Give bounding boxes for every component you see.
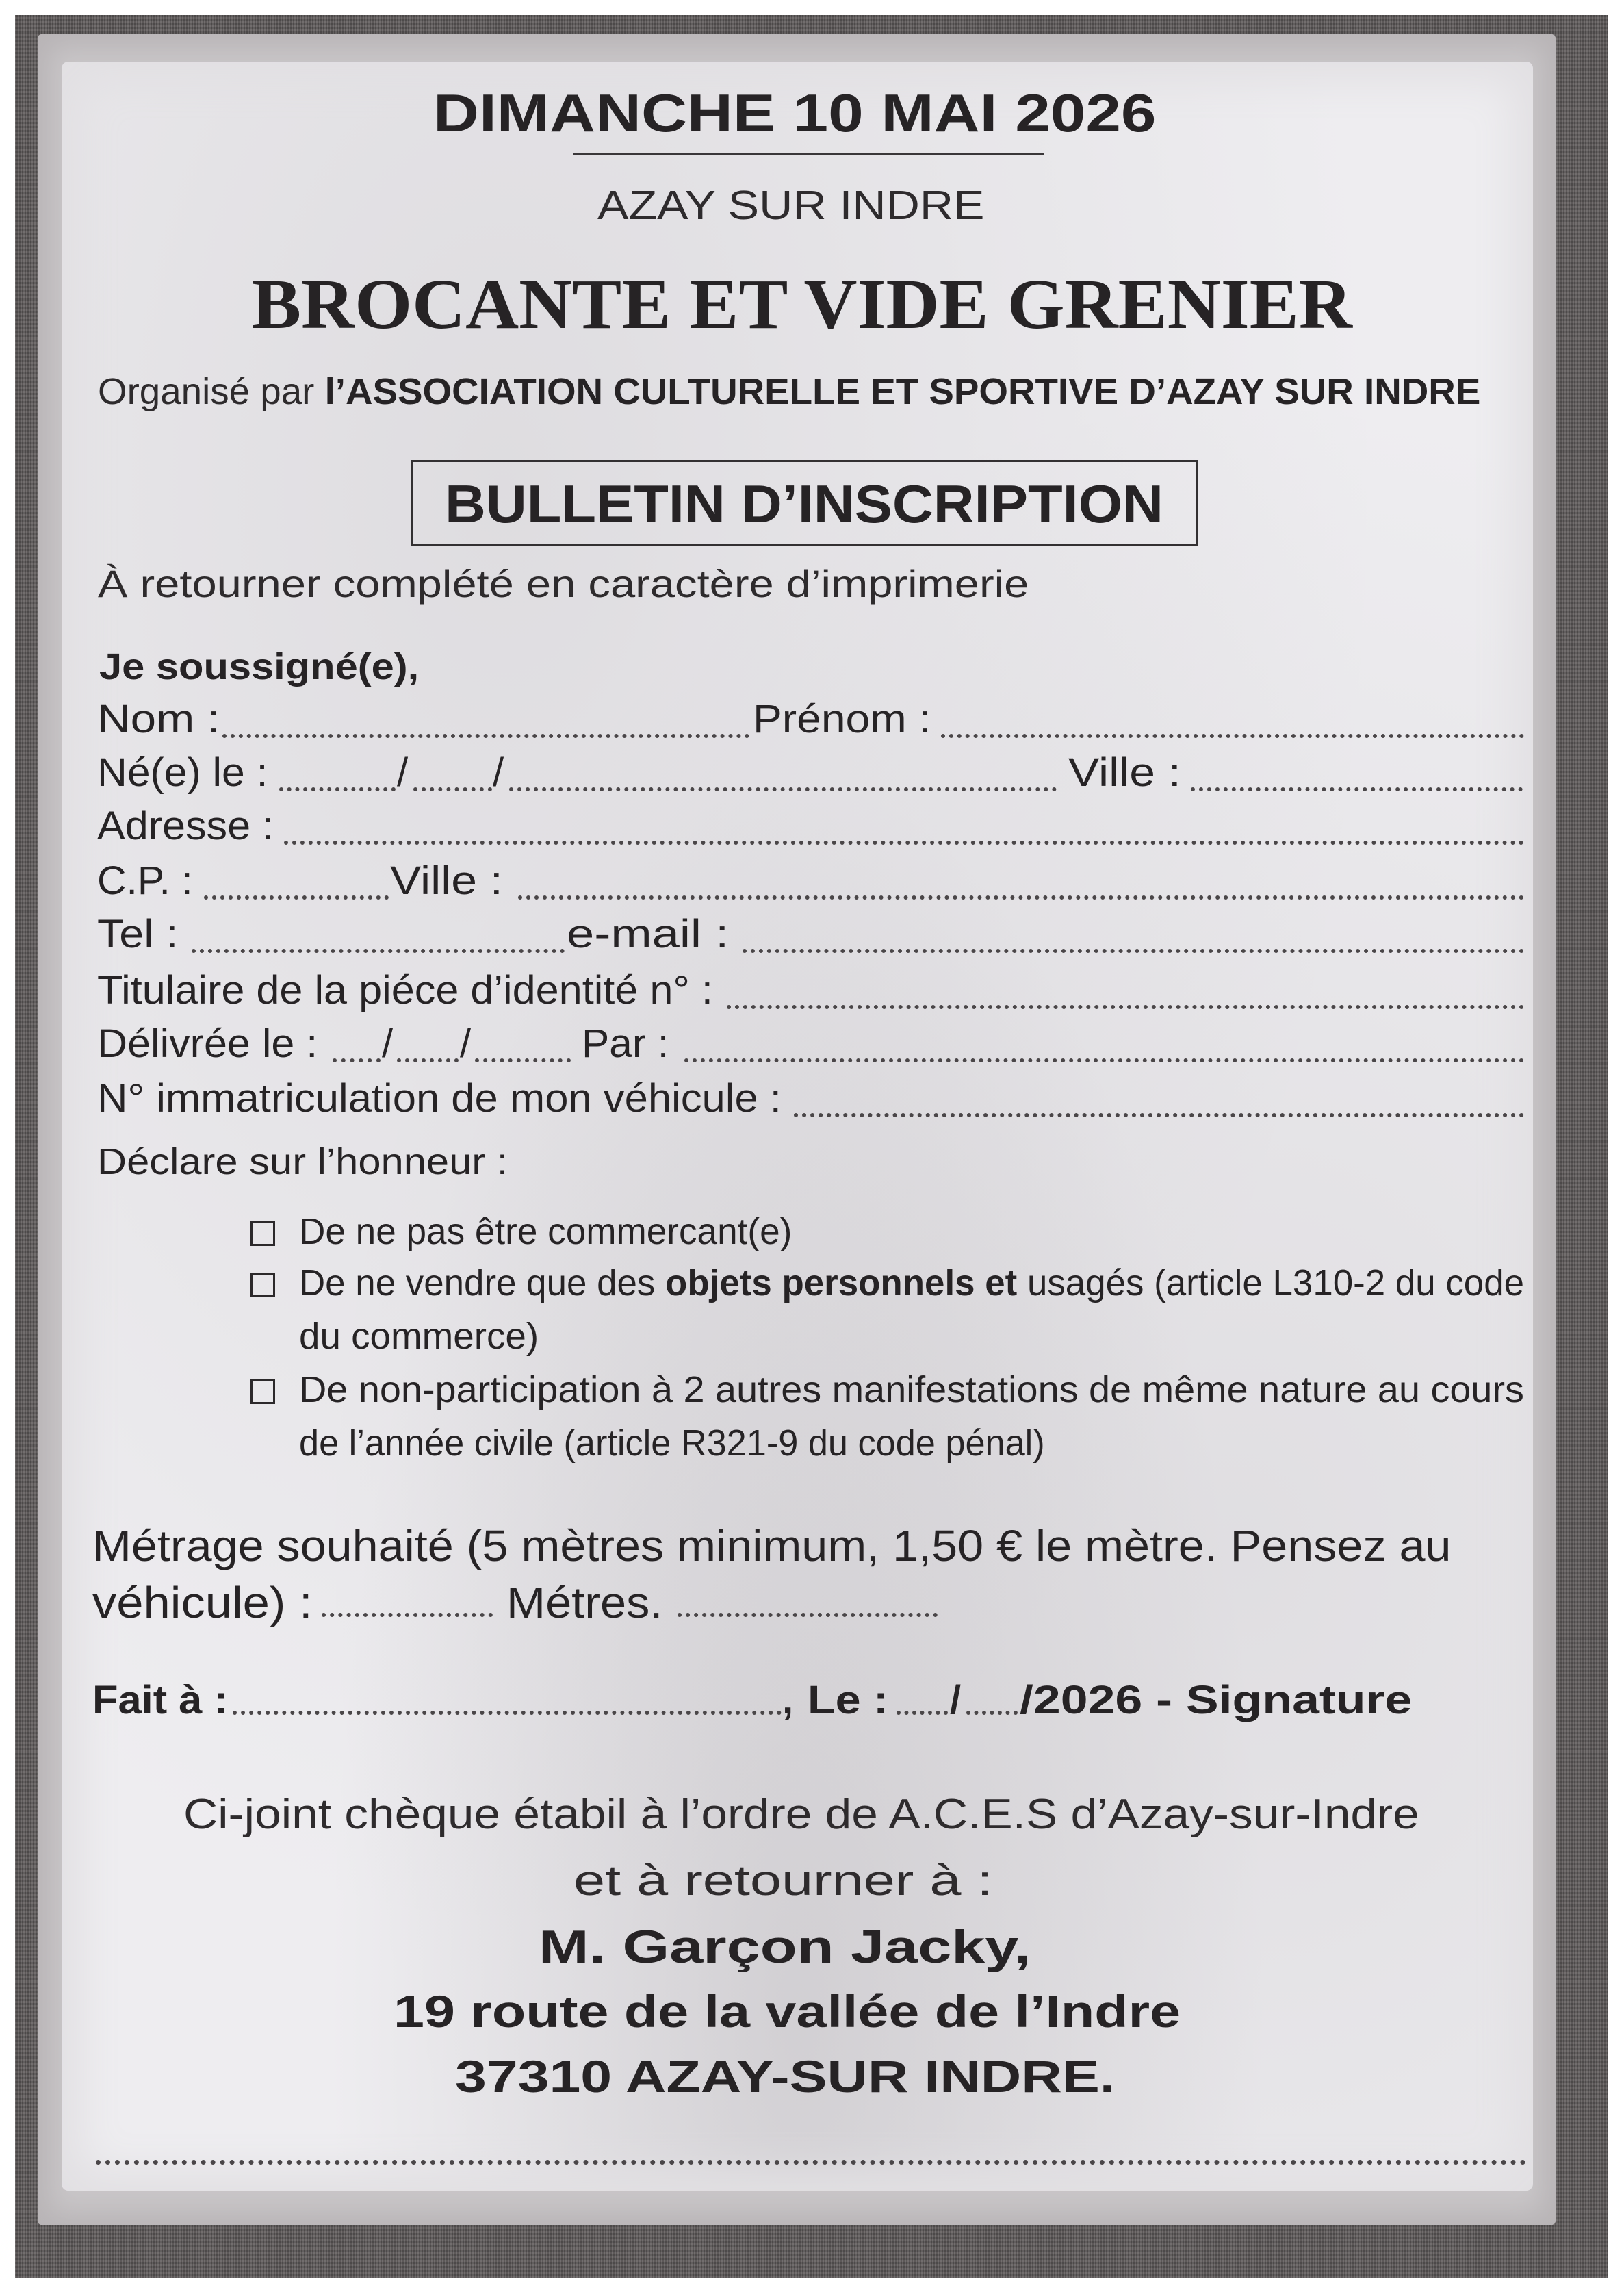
postcode-label: C.P. :: [97, 858, 193, 903]
nom-label: Nom :: [97, 697, 220, 741]
declaration-checkbox-2[interactable]: [250, 1273, 275, 1297]
city-field[interactable]: [518, 895, 1524, 900]
declaration-heading: Déclare sur l’honneur :: [97, 1141, 508, 1182]
birth-day-field[interactable]: [279, 787, 396, 791]
cheque-instruction: Ci-joint chèque étabil à l’ordre de A.C.E.S d’Azay-sur-Indre: [183, 1791, 1419, 1838]
signed-at-label: Fait à :: [92, 1678, 228, 1722]
declaration-text-2-end: usagés (article L310-2 du code: [1017, 1262, 1525, 1303]
issued-by-field[interactable]: [684, 1058, 1524, 1062]
signed-month-field[interactable]: [966, 1711, 1018, 1715]
comma: ,: [782, 1678, 794, 1722]
date-underline: [573, 153, 1044, 155]
declaration-checkbox-1[interactable]: [250, 1221, 275, 1246]
birth-month-field[interactable]: [413, 787, 492, 791]
return-to-label: et à retourner à :: [573, 1857, 993, 1904]
pitch-length-vehicle: véhicule) :: [92, 1578, 313, 1627]
signed-date-label: Le :: [808, 1678, 889, 1722]
prenom-field[interactable]: [941, 734, 1524, 738]
contact-city: 37310 AZAY-SUR INDRE.: [455, 2051, 1116, 2102]
event-title: BROCANTE ET VIDE GRENIER: [252, 265, 1352, 344]
issued-month-field[interactable]: [397, 1058, 459, 1062]
organizer-name: l’ASSOCIATION CULTURELLE ET SPORTIVE D’AZAY SUR INDRE: [324, 371, 1481, 412]
email-label: e-mail :: [567, 912, 730, 956]
metres-extra-field[interactable]: [678, 1613, 938, 1617]
issued-date-label: Délivrée le :: [97, 1021, 318, 1066]
form-title: BULLETIN D’INSCRIPTION: [445, 474, 1163, 534]
form-intro: Je soussigné(e),: [99, 646, 420, 687]
birth-city-field[interactable]: [1191, 787, 1523, 791]
event-place: AZAY SUR INDRE: [597, 183, 985, 228]
email-field[interactable]: [743, 949, 1524, 953]
address-label: Adresse :: [97, 804, 274, 848]
prenom-label: Prénom :: [753, 697, 931, 741]
contact-name: M. Garçon Jacky,: [539, 1921, 1031, 1973]
organizer-line: [98, 373, 1480, 410]
phone-label: Tel :: [97, 912, 179, 956]
vehicle-plate-label: N° immatriculation de mon véhicule :: [97, 1076, 782, 1121]
issued-by-label: Par :: [582, 1021, 669, 1066]
birth-year-field[interactable]: [509, 787, 1057, 791]
cut-line: [96, 2160, 1526, 2165]
birthdate-label: Né(e) le :: [97, 750, 268, 795]
date-separator: /: [397, 750, 409, 795]
pitch-length-text: Métrage souhaité (5 mètres minimum, 1,50 € le mètre. Pensez au: [92, 1521, 1452, 1570]
vehicle-plate-field[interactable]: [794, 1113, 1524, 1117]
phone-field[interactable]: [192, 949, 565, 953]
issued-day-field[interactable]: [333, 1058, 381, 1062]
issued-year-field[interactable]: [475, 1058, 571, 1062]
signed-at-field[interactable]: [233, 1711, 782, 1715]
date-separator: /: [382, 1021, 394, 1066]
id-number-label: Titulaire de la piéce d’identité n° :: [97, 968, 713, 1012]
declaration-text-2-cont: du commerce): [299, 1316, 539, 1357]
declaration-text-2-start: De ne vendre que des: [299, 1262, 666, 1303]
contact-street: 19 route de la vallée de l’Indre: [394, 1986, 1181, 2037]
declaration-text-2: [299, 1264, 1524, 1301]
metres-label: Métres.: [506, 1578, 663, 1627]
signed-day-field[interactable]: [897, 1711, 948, 1715]
address-field[interactable]: [284, 841, 1524, 845]
form-instruction: À retourner complété en caractère d’imprimerie: [98, 562, 1029, 605]
declaration-text-3: De non-participation à 2 autres manifestations de même nature au cours: [299, 1369, 1524, 1410]
city-label: Ville :: [390, 858, 503, 903]
declaration-text-2-bold: objets personnels et: [665, 1262, 1018, 1303]
event-date: DIMANCHE 10 MAI 2026: [433, 83, 1157, 143]
postcode-field[interactable]: [204, 895, 389, 900]
declaration-text-1: De ne pas être commercant(e): [299, 1211, 792, 1252]
pitch-length-field[interactable]: [322, 1613, 493, 1617]
declaration-text-3-cont: de l’année civile (article R321-9 du code pénal): [299, 1423, 1045, 1464]
date-separator: /: [460, 1021, 472, 1066]
nom-field[interactable]: [222, 734, 749, 738]
id-number-field[interactable]: [727, 1005, 1524, 1009]
declaration-checkbox-3[interactable]: [250, 1379, 275, 1404]
organizer-prefix: Organisé par: [98, 371, 325, 412]
date-separator: /: [950, 1678, 962, 1722]
date-separator: /: [493, 750, 504, 795]
signature-label: /2026 - Signature: [1020, 1678, 1413, 1722]
birth-city-label: Ville :: [1068, 750, 1181, 795]
